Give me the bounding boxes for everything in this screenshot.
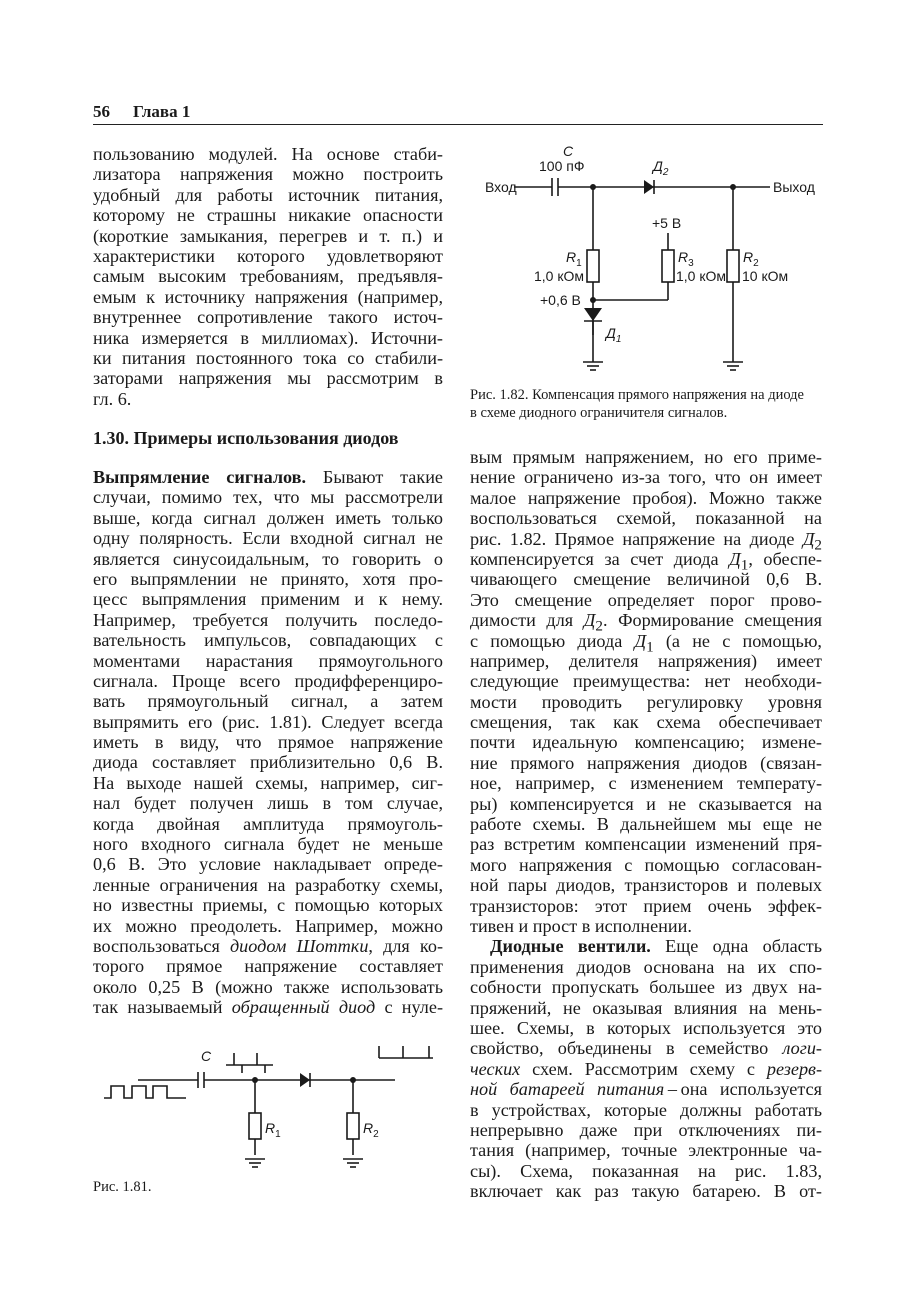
text-line: ленные ограничения на разработку схемы, [93,874,443,895]
text-line: мости проводить регулировку уровня [470,691,822,712]
label-d1: $Д_1$ [606,325,622,345]
text-line: применения диодов основана на их спо- [470,956,822,977]
text-line: 0,6 В. Это условие накладывает опреде- [93,854,443,875]
text-line: (короткие замыкания, перегрев и т. п.) и [93,225,443,246]
text-line: Например, требуется получить последо- [93,609,443,630]
italic-term: логи- [782,1038,822,1059]
diode-d1-icon [584,308,602,321]
text-run: схем. Рассмотрим схему с [520,1058,767,1079]
text-line: емым к источнику напряжения (например, [93,286,443,307]
caption-line: в схеме диодного ограничителя сигналов. [470,405,728,421]
text-line [470,1079,822,1099]
italic-term: ческих [470,1058,521,1079]
label-r1: $R_1$ [265,1120,281,1140]
text-line: воспользоваться схемой, показанной на [470,508,822,529]
paragraph-heading: Выпрямление сигналов. [93,467,307,487]
text-line: диода составляет приблизительно 0,6 В. [93,752,443,773]
diode-symbol: Д [583,610,596,631]
italic-term: диодом Шоттки [229,935,369,956]
label-r1-value: 1,0 кОм [534,268,584,284]
text-line: собности пропускать большее из двух на- [470,977,822,998]
label-c-value: 100 пФ [539,158,585,174]
text-line: но известны приемы, с помощью которых [93,895,443,916]
text-line: работе схемы. В дальнейшем мы еще не [470,814,822,835]
text-line: раз встретим компенсации изменений пря- [470,834,822,855]
text-run: компенсируется за счет диода [470,548,730,569]
text-line: заторами напряжения мы рассмотрим в [93,368,443,389]
text-line: иметь в виду, что прямое напряжение [93,732,443,753]
text-line [470,528,822,554]
text-line: нение ограничено из-за того, что он имеет [470,467,822,488]
label-output: Выход [773,179,815,195]
text-run: с нуле- [375,997,443,1018]
text-line [93,936,443,956]
text-line: пряжений, не оказывая влияния на мень- [470,997,822,1018]
text-run: свойство, объединены в семейство [470,1038,783,1059]
text-line: нал будет получен лишь в том случае, [93,793,443,814]
label-r1: $R_1$ [566,249,582,269]
text-line: сигнала. Проще всего продифференциро- [93,670,443,691]
text-line: следующие преимущества: нет необходи- [470,671,822,692]
text-run: , обеспе- [748,548,822,569]
caption-line: Рис. 1.82. Компенсация прямого напряжения на диоде [470,387,804,403]
text-line: шее. Схемы, в которых используется это [470,1017,822,1038]
text-run: – она используется [664,1079,822,1100]
italic-term: обращенный диод [231,997,376,1018]
label-input: Вход [485,179,517,195]
ground-icon [243,1157,267,1171]
label-r2-value: 10 кОм [742,268,789,284]
text-line: Это смещение определяет порог прово- [470,589,822,610]
text-line: одну полярность. Если входной сигнал не [93,528,443,549]
label-r2: $R_2$ [743,249,759,269]
text-line: цесс выпрямления применим и к нему. [93,589,443,610]
text-line: вым прямым напряжением, но его приме- [470,447,822,467]
text-line: вательность импульсов, совпадающих с [93,630,443,651]
text-line: ры) компенсируется и не сказывается на [470,793,822,814]
figure-1-81-schematic [95,1035,455,1155]
text-run: димости для [470,610,584,631]
label-plus-5v: +5 В [652,215,682,231]
diode-symbol: Д [729,548,741,569]
text-line: малое напряжение пробоя). Можно также [470,487,822,508]
text-line [470,610,822,635]
text-line: самым высоким требованиям, предъявля- [93,266,443,287]
text-line: мого напряжения с помощью согласован- [470,854,822,875]
text-line: гл. 6. [93,388,132,409]
text-line: На выходе нашей схемы, например, сиг- [93,772,443,793]
label-r3-value: 1,0 кОм [676,268,726,284]
text-line: их можно преодолеть. Например, можно [93,915,443,936]
label-r2: $R_2$ [363,1120,379,1140]
text-run: так называемый [93,997,232,1018]
text-run: . Формирование смещения [602,610,822,631]
text-line: которому не страшны никакие опасности [93,205,443,226]
text-line [470,548,822,574]
label-c: C [201,1048,212,1064]
text-line: выпрямить его (рис. 1.81). Следует всегда [93,711,443,732]
figure-1-82-schematic [470,140,830,380]
text-line: ника измеряется в миллиомах). Источни- [93,327,443,348]
text-line: ки питания постоянного тока со стабили- [93,347,443,368]
text-line: моментами нарастания прямоугольного [93,650,443,671]
text-line [470,936,822,956]
diode-symbol: Д [802,528,815,549]
text-line: выше, когда сигнал должен иметь только [93,507,443,528]
running-header [93,102,823,125]
label-r3: $R_3$ [678,249,694,269]
text-line: удобный для работы источник питания, [93,184,443,205]
text-line: чивающего смещение величиной 0,6 В. [470,569,822,590]
text-line: почти идеальную компенсацию; измене- [470,732,822,753]
subscript: 1 [740,556,749,574]
text-run: с помощью диода [470,630,635,651]
left-column-rectification [93,467,443,1018]
text-line: случаи, помимо тех, что мы рассмотрели [93,487,443,508]
text-run: Еще одна область [650,936,822,957]
text-line [93,997,443,1017]
label-d2: $Д_2$ [653,158,669,178]
ground-icon [341,1157,365,1171]
subscript: 1 [646,638,654,656]
chapter-title: Глава 1 [133,102,191,121]
text-line: сы). Схема, показанная на рис. 1.83, [470,1160,822,1181]
text-line: в устройствах, которые должны работать [470,1099,822,1120]
page-number: 56 [93,102,110,121]
text-line: непрерывно даже при отключениях пи- [470,1119,822,1140]
text-run: (а не с помощью, [653,630,822,651]
text-line: тивен и прост в исполнении. [470,915,692,936]
text-line: когда двойная амплитуда прямоуголь- [93,813,443,834]
diode-symbol: Д [634,630,647,651]
text-line: смещения, так как схема обеспечивает [470,712,822,733]
text-line [470,1059,822,1079]
text-line: тания (например, точные электронные ча- [470,1140,822,1161]
text-line: является синусоидальным, то говорить о [93,548,443,569]
text-run: Бывают такие [306,467,444,487]
text-line: внутреннее сопротивление такого источ- [93,307,443,328]
text-line: лизатора напряжения можно построить [93,164,443,185]
text-line: ной пары диодов, транзисторов и полевых [470,875,822,896]
text-run: воспользоваться [93,935,230,956]
subscript: 2 [595,617,603,635]
text-line: транзисторов: этот прием очень эффек- [470,895,822,916]
text-line [470,630,822,656]
label-c: C [563,143,574,159]
left-column-intro [93,144,443,409]
text-line: включает как раз такую батарею. В от- [470,1181,822,1202]
right-column-text [470,447,822,1201]
paragraph-heading: Диодные вентили. [490,936,651,957]
text-line: его выпрямлении не принято, хотя про- [93,568,443,589]
text-run: , для ко- [368,935,443,956]
text-line: пользованию модулей. На основе стаби- [93,144,443,164]
text-line: ное, например, с изменением температу- [470,773,822,794]
subscript: 2 [814,536,822,554]
text-line [470,1038,822,1058]
italic-term: резерв- [766,1058,822,1079]
text-line: например, делителя напряжения) имеет [470,650,822,671]
text-run: рис. 1.82. Прямое напряжение на диоде [470,528,803,549]
text-line: торого прямое напряжение составляет [93,956,443,977]
text-line: характеристики которого удовлетворяют [93,245,443,266]
text-line: вать прямоугольный сигнал, а затем [93,691,443,712]
text-line: ного входного сигнала будет не меньше [93,834,443,855]
section-heading: 1.30. Примеры использования диодов [93,428,399,448]
text-line: около 0,25 В (можно также использовать [93,976,443,997]
text-line [93,467,443,487]
figure-caption [470,386,830,422]
label-bias: +0,6 В [540,292,581,308]
figure-caption: Рис. 1.81. [93,1179,152,1195]
text-line: ние прямого напряжения диодов (связан- [470,752,822,773]
italic-term: ной батареей питания [470,1079,665,1100]
diode-d2-icon [644,180,654,194]
